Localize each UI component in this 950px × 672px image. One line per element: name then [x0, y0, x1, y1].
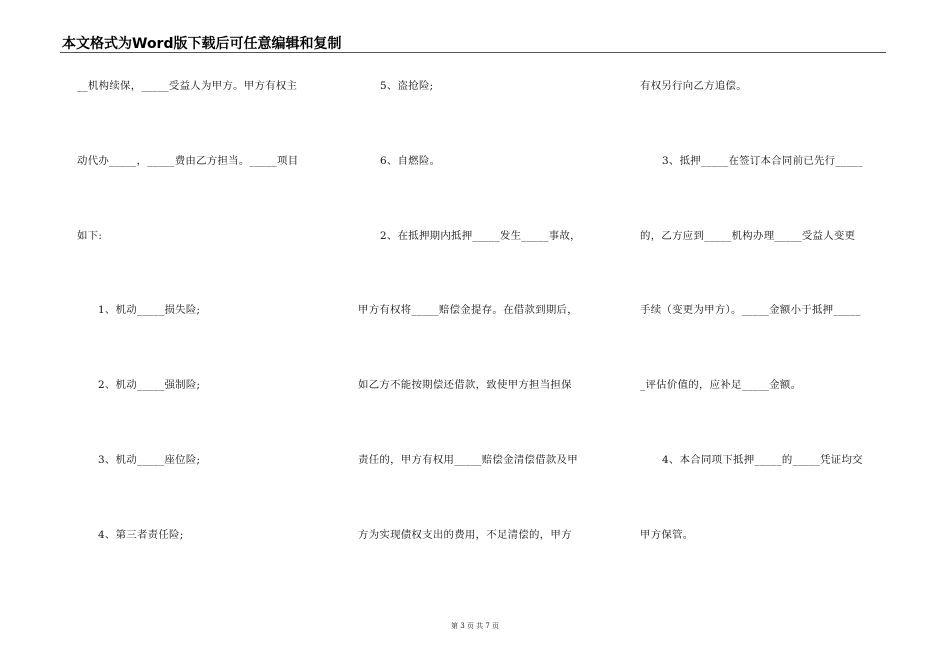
left-line-5: 2、机动_____强制险; — [98, 379, 201, 391]
right-line-4: 手续（变更为甲方）。_____金额小于抵押_____ — [640, 304, 861, 316]
left-line-7: 4、第三者责任险; — [98, 529, 184, 541]
middle-line-5: 如乙方不能按期偿还借款，致使甲方担当担保 — [358, 379, 572, 391]
left-line-6: 3、机动_____座位险; — [98, 454, 201, 466]
right-line-1: 有权另行向乙方追偿。 — [640, 80, 747, 92]
header-divider — [60, 52, 886, 53]
left-line-1: __机构续保，_____受益人为甲方。甲方有权主 — [77, 80, 298, 92]
right-line-6: 4、本合同项下抵押_____的_____凭证均交 — [662, 454, 863, 466]
middle-line-1: 5、盗抢险; — [380, 80, 434, 92]
right-line-3: 的，乙方应到_____机构办理_____受益人变更 — [640, 230, 856, 242]
right-line-5: _评估价值的，应补足_____金额。 — [640, 379, 802, 391]
right-line-7: 甲方保管。 — [640, 529, 694, 541]
middle-line-7: 方为实现债权支出的费用，不足清偿的，甲方 — [358, 529, 572, 541]
left-line-4: 1、机动_____损失险; — [98, 304, 201, 316]
middle-line-6: 责任的，甲方有权用_____赔偿金清偿借款及甲 — [358, 454, 578, 466]
page-number: 第 3 页 共 7 页 — [450, 622, 500, 630]
document-title: 本文格式为Word版下载后可任意编辑和复制 — [62, 36, 342, 52]
middle-line-2: 6、自燃险。 — [380, 155, 441, 167]
left-line-2: 动代办_____，_____费由乙方担当。_____项目 — [77, 155, 299, 167]
middle-line-3: 2、在抵押期内抵押_____发生_____事故， — [380, 230, 581, 242]
left-line-3: 如下: — [77, 230, 103, 242]
right-line-2: 3、抵押_____在签订本合同前已先行_____ — [662, 155, 863, 167]
middle-line-4: 甲方有权将_____赔偿金提存。在借款到期后， — [358, 304, 578, 316]
